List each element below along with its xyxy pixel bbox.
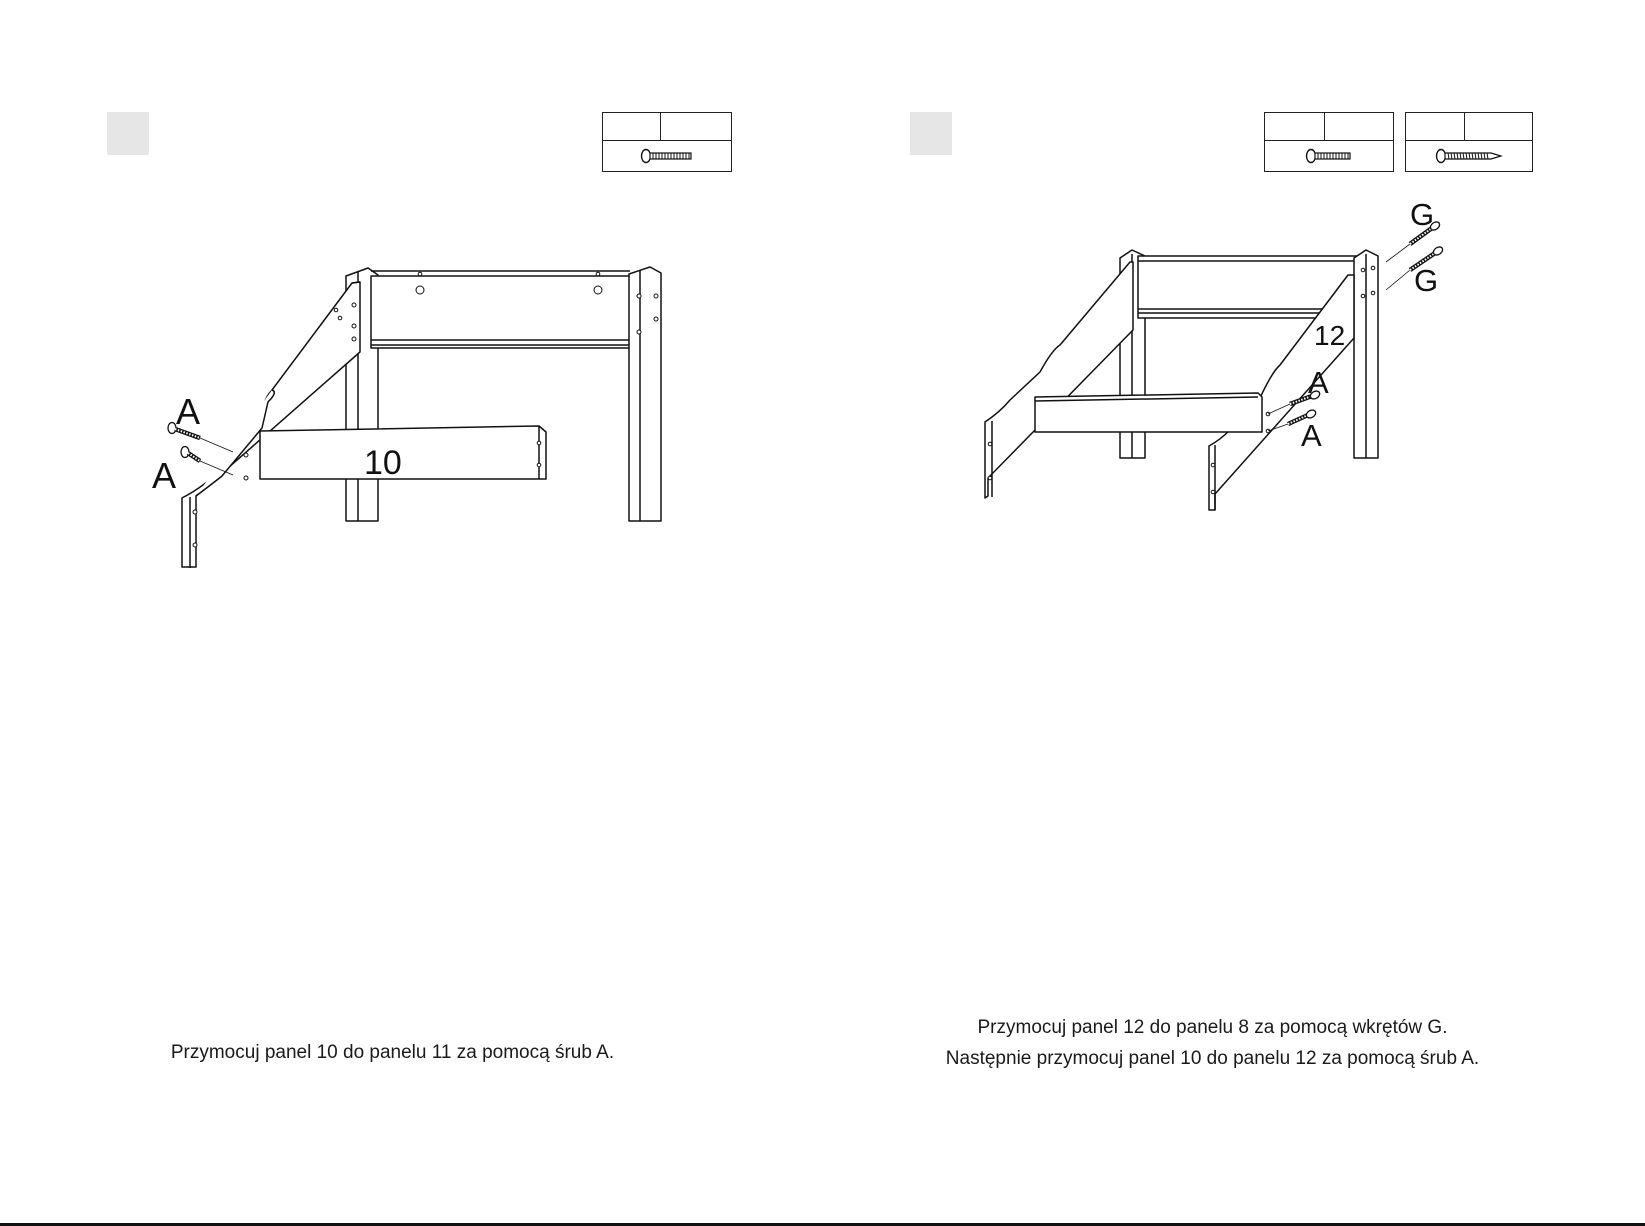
back-right-leg: [629, 267, 661, 521]
step-caption-line-2: Następnie przymocuj panel 10 do panelu 12 za pomocą śrub A.: [945, 1048, 1480, 1069]
step-caption-line-1: Przymocuj panel 12 do panelu 8 za pomocą wkrętów G.: [977, 1017, 1448, 1038]
back-rail-panel: [371, 276, 630, 348]
label-screw-a-lower: A: [1301, 418, 1322, 453]
left-side-panel: [985, 262, 1133, 498]
step-caption-left: Przymocuj panel 10 do panelu 11 za pomocą śrub A.: [170, 1042, 615, 1063]
label-screw-g-upper: G: [1410, 197, 1435, 232]
label-screw-a-lower: A: [152, 455, 177, 496]
instruction-page-left: [0, 0, 820, 1226]
label-panel-12: 12: [1314, 320, 1346, 351]
label-panel-10: 10: [364, 444, 402, 482]
step-caption-right: [820, 1012, 1605, 1074]
assembly-diagram-step-left: [0, 0, 820, 600]
label-screw-g-lower: G: [1414, 263, 1439, 298]
instruction-page-right: [820, 0, 1645, 1226]
side-panel-11: [182, 282, 360, 567]
assembly-diagram-step-right: [820, 0, 1645, 560]
front-rail-panel-10: [260, 426, 546, 479]
label-screw-a-upper: A: [176, 391, 201, 432]
label-screw-a-upper: A: [1308, 365, 1329, 400]
